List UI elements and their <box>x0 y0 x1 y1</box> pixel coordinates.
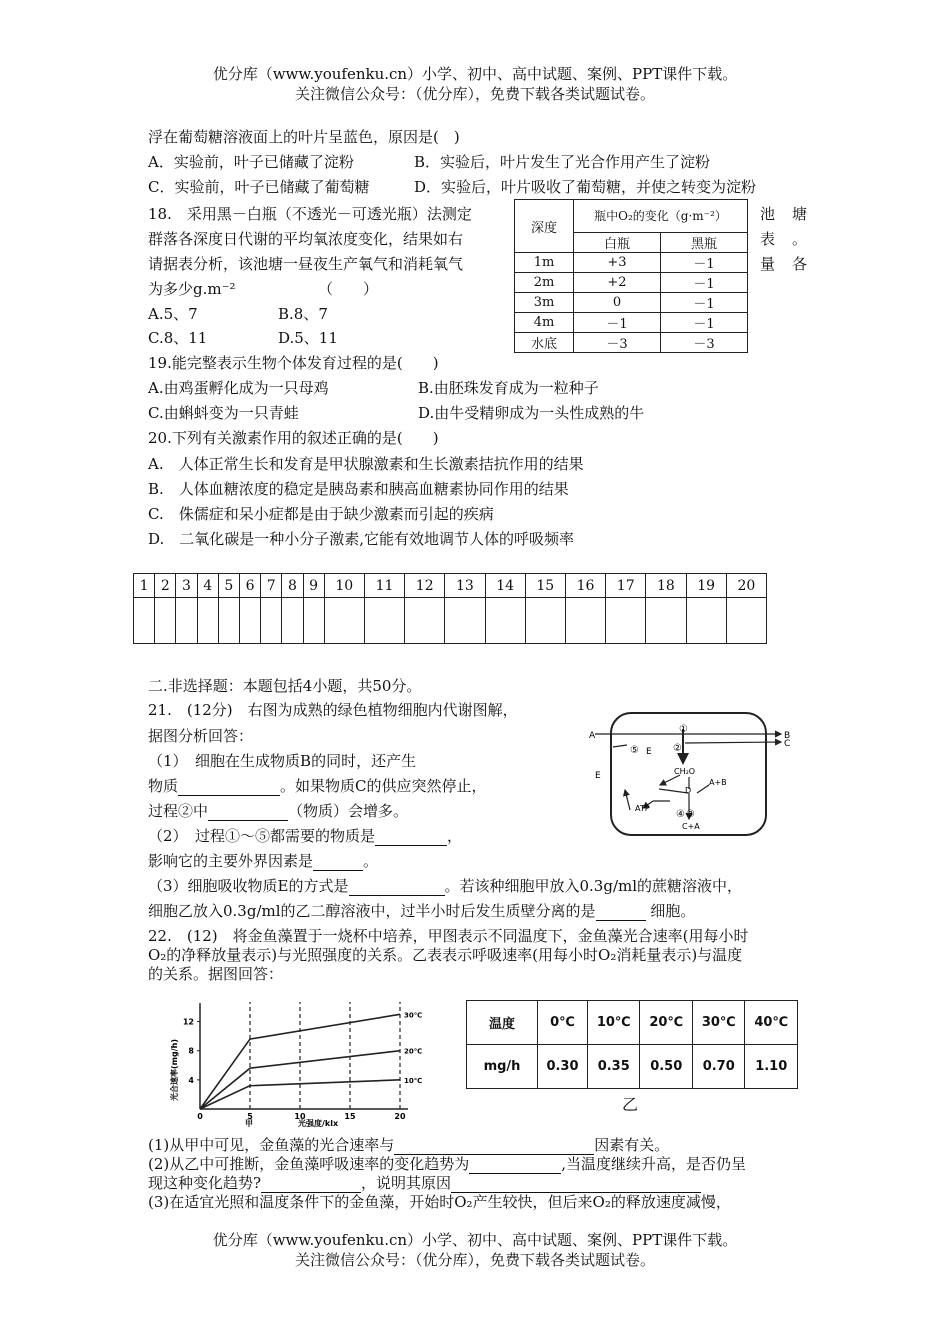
q18-cell: －1 <box>660 273 747 293</box>
chart-x-tick-label: 0 <box>197 1112 203 1121</box>
q21-text: （2） 过程①～⑤都需要的物质是 <box>148 827 376 845</box>
q20-stem: 20.下列有关激素作用的叙述正确的是( ) <box>148 429 439 447</box>
footer-line-1: 优分库（www.youfenku.cn）小学、初中、高中试题、案例、PPT课件下载。 <box>212 1231 738 1249</box>
answer-grid-number: 16 <box>565 574 605 598</box>
q21-line-2: 据图分析回答： <box>148 727 254 745</box>
diagram-step-3: ③ <box>686 809 695 820</box>
answer-grid-number: 20 <box>726 574 766 598</box>
q18-cell: +2 <box>574 273 661 293</box>
q18-cell: －1 <box>574 313 661 333</box>
q18-cell: 1m <box>515 253 574 273</box>
q18-option-b: B.8、7 <box>278 305 328 323</box>
q21-text: 细胞乙放入0.3g/ml的乙二醇溶液中，过半小时后发生质壁分离的是 <box>148 902 596 920</box>
footer-line-2: 关注微信公众号：（优分库），免费下载各类试题试卷。 <box>294 1251 655 1269</box>
q22-text: (1)从甲中可见，金鱼藻的光合速率与 <box>148 1136 395 1154</box>
answer-cell[interactable] <box>239 598 260 644</box>
q22-table-yi <box>466 1000 798 1089</box>
t2-temp-cell: 20℃ <box>640 1001 693 1045</box>
answer-grid-number: 12 <box>405 574 445 598</box>
q20-option-c: C. 侏儒症和呆小症都是由于缺少激素而引起的疾病 <box>148 505 494 523</box>
diagram-label-a: A <box>589 731 596 741</box>
q19-stem: 19.能完整表示生物个体发育过程的是( ) <box>148 354 439 372</box>
t2-value-cell: 1.10 <box>745 1045 798 1089</box>
q22-line-3: 的关系。据图回答： <box>148 965 284 983</box>
answer-grid-number: 4 <box>197 574 218 598</box>
q18-right-3: 量 各 <box>760 255 809 273</box>
q21-blank-2[interactable] <box>208 804 288 821</box>
q18-cell: －3 <box>574 333 661 353</box>
q17-option-c: C．实验前，叶子已储藏了葡萄糖 <box>148 178 370 196</box>
q21-line-7 <box>148 851 378 871</box>
answer-grid-number: 14 <box>485 574 525 598</box>
answer-grid-number: 18 <box>646 574 686 598</box>
diagram-step-4: ④ <box>676 809 685 820</box>
chart-ticks <box>183 1018 406 1121</box>
q18-line-1: 18. 采用黑－白瓶（不透光－可透光瓶）法测定 <box>148 205 472 223</box>
header-line-1: 优分库（www.youfenku.cn）小学、初中、高中试题、案例、PPT课件下载。 <box>212 65 738 83</box>
diagram-label-ca: C+A <box>682 822 700 831</box>
q18-cell: 4m <box>515 313 574 333</box>
q21-blank-5[interactable] <box>349 879 445 896</box>
answer-cell[interactable] <box>485 598 525 644</box>
q22-part-3 <box>148 1173 701 1193</box>
q19-option-d: D.由牛受精卵成为一头性成熟的牛 <box>418 404 645 422</box>
answer-grid-number: 11 <box>364 574 404 598</box>
q18-line-2: 群落各深度日代谢的平均氧浓度变化，结果如右 <box>148 230 464 248</box>
t2-value-cell: 0.35 <box>587 1045 640 1089</box>
answer-grid-number: 5 <box>218 574 239 598</box>
q18-cell: 0 <box>574 293 661 313</box>
q21-text: （物质）会增多。 <box>288 802 409 820</box>
q22-blank-3[interactable] <box>261 1176 361 1193</box>
t2-value-cell: 0.70 <box>692 1045 745 1089</box>
answer-cell[interactable] <box>282 598 303 644</box>
answer-grid-number: 13 <box>445 574 485 598</box>
q18-option-c: C.8、11 <box>148 329 208 347</box>
q18-cell: －1 <box>660 313 747 333</box>
answer-cell[interactable] <box>525 598 565 644</box>
answer-grid-number: 9 <box>303 574 324 598</box>
chart-series-label: 10℃ <box>404 1076 423 1085</box>
diagram-label-e-left: E <box>595 771 601 781</box>
q21-blank-1[interactable] <box>178 779 280 796</box>
chart-x-tick-label: 5 <box>247 1112 253 1121</box>
q21-blank-6[interactable] <box>596 904 646 921</box>
q21-blank-4[interactable] <box>313 854 363 871</box>
answer-grid-number: 1 <box>134 574 155 598</box>
answer-cell[interactable] <box>261 598 282 644</box>
answer-grid-number: 7 <box>261 574 282 598</box>
q18-line-3: 请据表分析，该池塘一昼夜生产氧气和消耗氧气 <box>148 255 464 273</box>
q18-option-d: D.5、11 <box>278 329 338 347</box>
answer-grid-number: 15 <box>525 574 565 598</box>
q18-header-black: 黑瓶 <box>660 233 747 253</box>
q21-line-1: 21. (12分) 右图为成熟的绿色植物细胞内代谢图解， <box>148 701 518 719</box>
chart-y-tick-label: 8 <box>188 1046 194 1056</box>
q21-line-4 <box>148 776 487 796</box>
q21-line-6 <box>148 826 462 846</box>
diagram-step-1: ① <box>679 724 688 735</box>
q21-line-3: （1） 细胞在生成物质B的同时，还产生 <box>148 752 417 770</box>
q21-blank-3[interactable] <box>375 829 447 846</box>
answer-grid-number: 8 <box>282 574 303 598</box>
answer-cell[interactable] <box>726 598 766 644</box>
q19-option-c: C.由蝌蚪变为一只青蛙 <box>148 404 299 422</box>
answer-cell[interactable] <box>324 598 364 644</box>
diagram-label-ab: A+B <box>709 778 727 787</box>
q21-text: ， <box>447 827 463 845</box>
q22-blank-2[interactable] <box>469 1157 561 1174</box>
q22-part-1 <box>148 1135 669 1155</box>
answer-cell[interactable] <box>445 598 485 644</box>
diagram-label-e-inner: E <box>646 747 652 757</box>
answer-cell[interactable] <box>303 598 324 644</box>
answer-cell[interactable] <box>686 598 726 644</box>
q21-text: （3）细胞吸收物质E的方式是 <box>148 877 349 895</box>
q18-cell: 2m <box>515 273 574 293</box>
q21-text: 过程②中 <box>148 802 209 820</box>
q18-cell: 3m <box>515 293 574 313</box>
q18-line-4: 为多少g.m⁻² （ ） <box>148 280 379 298</box>
answer-grid-number: 3 <box>176 574 197 598</box>
q20-option-b: B. 人体血糖浓度的稳定是胰岛素和胰高血糖素协同作用的结果 <box>148 480 569 498</box>
t2-temp-cell: 10℃ <box>587 1001 640 1045</box>
answer-cell[interactable] <box>155 598 176 644</box>
q22-blank-1[interactable] <box>394 1138 594 1155</box>
q20-option-d: D. 二氧化碳是一种小分子激素,它能有效地调节人体的呼吸频率 <box>148 530 575 548</box>
chart-series-group <box>200 1011 422 1109</box>
t2-temp-cell: 30℃ <box>692 1001 745 1045</box>
answer-cell[interactable] <box>197 598 218 644</box>
q21-text: 细胞。 <box>650 902 696 920</box>
q18-header-change: 瓶中O₂的变化（g·m⁻²） <box>574 200 748 233</box>
q18-option-a: A.5、7 <box>148 305 198 323</box>
chart-x-tick-label: 20 <box>394 1112 406 1121</box>
q21-line-5 <box>148 801 408 821</box>
answer-cell[interactable] <box>565 598 605 644</box>
q21-text: 影响它的主要外界因素是 <box>148 852 314 870</box>
chart-caption: 甲 <box>245 1119 253 1128</box>
t2-temp-cell: 40℃ <box>745 1001 798 1045</box>
q18-cell: +3 <box>574 253 661 273</box>
chart-jia <box>160 1000 445 1135</box>
q18-cell: －1 <box>660 253 747 273</box>
chart-x-tick-label: 10 <box>294 1112 306 1121</box>
answer-grid <box>133 573 767 644</box>
q21-text: 。若该种细胞甲放入0.3g/ml的蔗糖溶液中， <box>444 877 743 895</box>
q21-line-8 <box>148 876 742 896</box>
diagram-label-ch2o: CH₂O <box>674 767 696 776</box>
answer-cell[interactable] <box>405 598 445 644</box>
q21-text: 物质 <box>148 777 179 795</box>
chart-series-label: 30℃ <box>404 1011 423 1020</box>
q22-table-caption: 乙 <box>622 1095 639 1114</box>
diagram-label-d: D <box>685 786 692 795</box>
answer-cell[interactable] <box>364 598 404 644</box>
q22-line-1: 22. (12) 将金鱼藻置于一烧杯中培养，甲图表示不同温度下，金鱼藻光合速率(用每小时 <box>148 927 749 945</box>
q22-blank-4[interactable] <box>451 1176 701 1193</box>
chart-xlabel: 光强度/klx <box>298 1119 339 1128</box>
answer-cell[interactable] <box>134 598 155 644</box>
q18-cell: 水底 <box>515 333 574 353</box>
t2-label-temp: 温度 <box>467 1001 538 1045</box>
q18-right-1: 池 塘 <box>760 205 809 223</box>
diagram-step-5: ⑤ <box>630 745 639 756</box>
cell-metabolism-diagram <box>585 705 800 840</box>
q21-text: 。如果物质C的供应突然停止， <box>280 777 487 795</box>
q17-option-a: A．实验前，叶子已储藏了淀粉 <box>148 153 354 171</box>
diagram-step-2: ② <box>673 743 682 754</box>
answer-grid-number: 6 <box>239 574 260 598</box>
q18-header-depth: 深度 <box>515 200 574 253</box>
q21-text: 。 <box>363 852 379 870</box>
q22-part-4: (3)在适宜光照和温度条件下的金鱼藻，开始时O₂产生较快，但后来O₂的释放速度减慢， <box>148 1193 731 1211</box>
answer-cell[interactable] <box>218 598 239 644</box>
chart-x-tick-label: 15 <box>344 1112 356 1121</box>
q22-text: 现这种变化趋势? <box>148 1174 262 1192</box>
q22-text: ,当温度继续升高，是否仍呈 <box>561 1155 747 1173</box>
q18-header-white: 白瓶 <box>574 233 661 253</box>
q22-text: (2)从乙中可推断，金鱼藻呼吸速率的变化趋势为 <box>148 1155 470 1173</box>
q22-line-2: O₂的净释放量表示)与光照强度的关系。乙表表示呼吸速率(用每小时O₂消耗量表示)与温度 <box>148 946 743 964</box>
q19-option-b: B.由胚珠发育成为一粒种子 <box>418 379 599 397</box>
answer-cell[interactable] <box>646 598 686 644</box>
q22-part-2 <box>148 1154 746 1174</box>
q18-right-2: 表 。 <box>760 230 809 248</box>
answer-grid-number: 10 <box>324 574 364 598</box>
diagram-label-c: C <box>784 739 791 749</box>
q20-option-a: A. 人体正常生长和发育是甲状腺激素和生长激素拮抗作用的结果 <box>148 455 584 473</box>
chart-ylabel: 光合速率(mg/h) <box>170 1039 179 1101</box>
header-line-2: 关注微信公众号：（优分库），免费下载各类试题试卷。 <box>294 85 655 103</box>
q19-option-a: A.由鸡蛋孵化成为一只母鸡 <box>148 379 329 397</box>
answer-grid-number: 19 <box>686 574 726 598</box>
q22-text: 因素有关。 <box>594 1136 670 1154</box>
answer-cell[interactable] <box>176 598 197 644</box>
answer-grid-number: 17 <box>606 574 646 598</box>
diagram-label-b: B <box>784 731 791 741</box>
answer-grid-number: 2 <box>155 574 176 598</box>
answer-cell[interactable] <box>606 598 646 644</box>
t2-value-cell: 0.50 <box>640 1045 693 1089</box>
diagram-label-atp: ATP <box>635 804 650 813</box>
t2-label-rate: mg/h <box>467 1045 538 1089</box>
section-2-title: 二.非选择题：本题包括4小题，共50分。 <box>148 677 422 695</box>
q18-cell: －3 <box>660 333 747 353</box>
q17-option-b: B．实验后，叶片发生了光合作用产生了淀粉 <box>414 153 711 171</box>
chart-y-tick-label: 12 <box>182 1017 194 1027</box>
chart-series-label: 20℃ <box>404 1047 423 1056</box>
q21-line-9 <box>148 901 695 921</box>
q17-option-d: D．实验后，叶片吸收了葡萄糖，并使之转变为淀粉 <box>414 178 757 196</box>
q18-table <box>514 199 748 353</box>
q17-stem: 浮在葡萄糖溶液面上的叶片呈蓝色，原因是( ) <box>148 128 460 146</box>
t2-temp-cell: 0℃ <box>538 1001 588 1045</box>
q18-cell: －1 <box>660 293 747 313</box>
q22-text: ，说明其原因 <box>361 1174 452 1192</box>
chart-y-tick-label: 4 <box>188 1075 194 1085</box>
t2-value-cell: 0.30 <box>538 1045 588 1089</box>
